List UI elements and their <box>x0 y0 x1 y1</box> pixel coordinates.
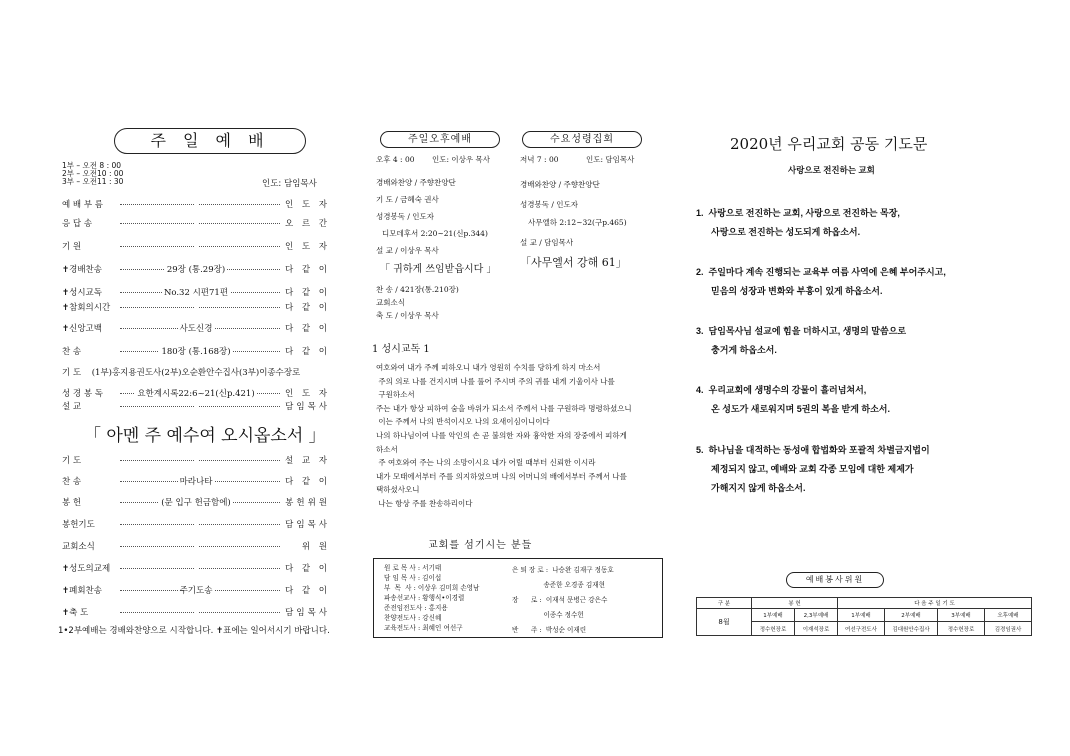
order-person: 인 도 자 <box>284 242 330 252</box>
order-row <box>62 496 330 510</box>
staff-line: 반 주 : 박성순 이재린 <box>512 626 587 634</box>
staff-line: 준전임전도사 : 홍지용 <box>384 604 448 612</box>
order-person: 설 교 자 <box>284 456 330 466</box>
time-2: 2부 – 오전10 : 00 <box>62 169 124 178</box>
order-detail-text <box>194 540 198 550</box>
order-person: 인 도 자 <box>284 200 330 210</box>
afternoon-title-text: 주일오후예배 <box>408 134 472 145</box>
prayer-item <box>696 384 1016 422</box>
serve-name: 정수헌장로 <box>938 622 985 636</box>
order-label: 봉헌기도 <box>62 520 95 530</box>
afternoon-leader: 인도: 이상우 목사 <box>432 155 491 164</box>
afternoon-line: 설 교 / 이상우 목사 <box>376 246 439 255</box>
order-row <box>62 475 330 489</box>
order-row <box>62 387 330 401</box>
order-row <box>62 263 330 277</box>
order-label: 기 원 <box>62 242 82 252</box>
order-row <box>62 345 330 359</box>
prayer-line: 1. 사랑으로 전진하는 교회, 사랑으로 전진하는 목장, <box>696 208 900 218</box>
order-row <box>62 286 330 300</box>
order-row <box>62 301 330 315</box>
time-3: 3부 – 오전11 : 30 <box>62 177 124 186</box>
service-table <box>696 597 1032 636</box>
reading-line: 주는 내가 항상 피하여 숨을 바위가 되소서 주께서 나를 구원하라 명령하셨으니 <box>376 403 632 413</box>
order-row <box>62 240 330 254</box>
order-person: 담임목사 <box>285 608 330 618</box>
order-label: ✝폐회찬송 <box>62 586 102 596</box>
order-detail-text: No.32 시편71편 <box>163 288 229 298</box>
afternoon-line: 기 도 / 금혜숙 권사 <box>376 195 439 204</box>
reading-line: 나는 항상 주를 찬송하리이다 <box>376 498 473 508</box>
order-person: 오 르 간 <box>284 219 330 229</box>
order-row <box>62 540 330 554</box>
staff-line: 은 퇴 장 로 : 나승완 김재구 정동호 <box>512 566 614 574</box>
order-person: 담임목사 <box>285 520 330 530</box>
order-person: 다 같 이 <box>284 265 330 275</box>
wednesday-block <box>520 153 635 270</box>
order-label: ✝신앙고백 <box>62 324 102 334</box>
order-label: 찬 송 <box>62 477 82 487</box>
reading-text <box>376 361 676 511</box>
service-title-box <box>786 572 884 588</box>
afternoon-sermon: 「 귀하게 쓰임받읍시다 」 <box>380 264 497 275</box>
afternoon-line: 디모데후서 2:20~21(신p.344) <box>382 229 488 238</box>
reading-line: 주 여호와여 주는 나의 소망이시요 내가 어릴 때부터 신뢰한 이시라 <box>376 458 596 468</box>
afternoon-line: 찬 송 / 421장(통.210장) <box>376 285 459 294</box>
staff-box <box>373 558 663 638</box>
order-label: 기 도 <box>62 456 82 466</box>
order-person: 다 같 이 <box>284 586 330 596</box>
order-person: 인 도 자 <box>284 389 330 399</box>
order-row <box>62 454 330 468</box>
staff-heading: 교회를 섬기시는 분들 <box>428 540 533 551</box>
order-label: 설 교 <box>62 402 82 412</box>
order-detail-text <box>194 454 198 464</box>
order-detail <box>62 540 330 550</box>
sunday-title <box>114 128 306 154</box>
order-detail-text <box>194 198 198 208</box>
wednesday-leader: 인도: 담임목사 <box>586 155 635 164</box>
order-label: ✝성시교독 <box>62 288 102 298</box>
serve-month: 8월 <box>697 609 752 636</box>
serve-sub: 2부예배 <box>885 609 938 622</box>
reading-line: 하소서 <box>376 444 398 454</box>
afternoon-line: 교회소식 <box>376 298 405 307</box>
prayer-list <box>696 207 1016 522</box>
reading-line: 택하셨사오니 <box>376 485 420 495</box>
wednesday-line: 성경봉독 / 인도자 <box>520 200 579 209</box>
order-person: 다 같 이 <box>284 477 330 487</box>
afternoon-line: 성경봉독 / 인도자 <box>376 212 435 221</box>
order-row <box>62 198 330 212</box>
wednesday-sermon: 「사무엘서 강해 61」 <box>520 256 627 269</box>
afternoon-line: 축 도 / 이상우 목사 <box>376 311 439 320</box>
reading-heading: 1 성시교독 1 <box>372 344 430 355</box>
afternoon-line: 경배와찬양 / 주향찬양단 <box>376 178 456 187</box>
prayer-subtitle: 사랑으로 전진하는 교회 <box>788 165 875 175</box>
staff-line: 담 임 목 사 : 김이섭 <box>384 574 442 582</box>
order-label: ✝경배찬송 <box>62 265 102 275</box>
prayer-line: 2. 주일마다 계속 진행되는 교육부 여름 사역에 은혜 부어주시고, <box>696 267 946 277</box>
serve-head-division: 구 분 <box>697 598 752 609</box>
order-person: 다 같 이 <box>284 564 330 574</box>
order-detail-text <box>194 518 198 528</box>
order-detail-text: (문 입구 헌금함에) <box>161 498 231 508</box>
order-label: ✝축 도 <box>62 608 89 618</box>
sermon-banner: 「 아멘 주 예수여 오시옵소서 」 <box>84 426 326 446</box>
sunday-leader: 인도: 담임목사 <box>262 179 317 189</box>
serve-name: 여선구전도사 <box>838 622 885 636</box>
prayer-item <box>696 266 1016 304</box>
prayer-line: 충거게 하옵소서. <box>696 345 777 355</box>
afternoon-time: 오후 4 : 00 <box>376 155 415 164</box>
serve-sub: 1부예배 <box>752 609 795 622</box>
staff-line: 이종수 정수헌 <box>512 611 584 619</box>
reading-line: 내가 모태에서부터 주를 의지하였으며 나의 어머니의 배에서부터 주께서 나를 <box>376 471 627 481</box>
prayer-line: 사랑으로 전진하는 성도되게 하옵소서. <box>696 227 861 237</box>
order-person: 담임목사 <box>285 402 330 412</box>
staff-line: 장 로 : 이재석 문병근 강은수 <box>512 596 608 604</box>
reading-line: 주의 의로 나를 건지시며 나를 풀어 주시며 주의 귀를 내게 기울이사 나를 <box>376 376 615 386</box>
order-detail-text: 29장 (통.29장) <box>166 265 226 275</box>
wednesday-line: 경배와찬양 / 주향찬양단 <box>520 180 600 189</box>
order-person: 다 같 이 <box>284 324 330 334</box>
order-row <box>62 518 330 532</box>
order-person: 다 같 이 <box>284 347 330 357</box>
staff-line: 파송선교사 : 황행식•이경렬 <box>384 594 465 602</box>
service-times <box>62 162 123 186</box>
order-detail-text <box>194 606 198 616</box>
order-row <box>62 606 330 620</box>
order-row <box>62 584 330 598</box>
order-detail-text: (1부)홍지용권도사(2부)오순환안수집사(3부)이종수장로 <box>91 368 301 378</box>
order-detail-text <box>194 240 198 250</box>
reading-line: 여호와여 내가 주께 피하오니 내가 영원히 수치를 당하게 하지 마소서 <box>376 363 601 372</box>
order-detail-text: 요한계시록22:6~21(신p.421) <box>137 389 255 399</box>
wednesday-line: 사무엘하 2:12~32(구p.465) <box>528 218 627 227</box>
order-detail-text: 180장 (통.168장) <box>161 347 231 357</box>
order-person: 다 같 이 <box>284 303 330 313</box>
sunday-footnote: 1•2부예배는 경배와찬양으로 시작합니다. ✝표에는 일어서시기 바랍니다. <box>58 626 330 636</box>
sunday-title-text: 주 일 예 배 <box>150 131 270 150</box>
order-detail-text <box>194 562 198 572</box>
prayer-line: 5. 하나님을 대적하는 동성애 합법화와 포괄적 차별금지법이 <box>696 445 930 455</box>
prayer-line: 제정되지 않고, 예배와 교회 각종 모임에 대한 제제가 <box>696 464 914 474</box>
serve-sub: 2,3부예배 <box>795 609 838 622</box>
order-label: 응 답 송 <box>62 219 93 229</box>
prayer-line: 믿음의 성장과 변화와 부흥이 있게 하옵소서. <box>696 286 883 296</box>
order-label: 기 도 <box>62 368 82 378</box>
staff-line: 부 목 사 : 이상우 김미희 손영남 <box>384 584 480 592</box>
reading-line: 나의 하나님이여 나를 악인의 손 곧 불의한 자와 흉악한 자의 장중에서 피하게 <box>376 430 627 440</box>
staff-right <box>512 563 614 638</box>
order-label: 봉 헌 <box>62 498 82 508</box>
order-detail-text: 주기도송 <box>179 586 213 596</box>
staff-line: 교육전도사 : 최혜인 여선구 <box>384 624 463 632</box>
order-detail-text <box>194 217 198 227</box>
order-label: 교회소식 <box>62 542 95 552</box>
prayer-line: 온 성도가 새로워지며 5권의 복을 받게 하소서. <box>696 404 891 414</box>
prayer-line: 가해지지 않게 하옵소서. <box>696 483 806 493</box>
serve-name: 김경임권사 <box>985 622 1032 636</box>
staff-left <box>384 563 479 633</box>
order-detail-text <box>194 301 198 311</box>
order-row <box>62 322 330 336</box>
order-row <box>62 562 330 576</box>
order-label: 찬 송 <box>62 347 82 357</box>
order-row <box>62 217 330 231</box>
order-person: 위 원 <box>301 542 330 552</box>
prayer-line: 4. 우리교회에 생명수의 강물이 흘러넘쳐서, <box>696 385 867 395</box>
reading-line: 구원하소서 <box>376 390 415 400</box>
wednesday-time: 저녁 7 : 00 <box>520 155 559 164</box>
afternoon-block <box>376 153 496 322</box>
order-label: ✝참회의시간 <box>62 303 111 313</box>
order-label: 성 경 봉 독 <box>62 389 103 399</box>
serve-head-offering: 봉 헌 <box>752 598 838 609</box>
staff-line: 원 로 목 사 : 서기태 <box>384 564 442 572</box>
staff-line: 송준한 오경종 김재현 <box>512 581 605 589</box>
service-title: 예배봉사위원 <box>805 575 865 584</box>
staff-line: 찬양전도사 : 강신혜 <box>384 614 442 622</box>
wednesday-line: 설 교 / 담임목사 <box>520 238 574 247</box>
prayer-item <box>696 325 1016 363</box>
order-row <box>62 366 330 380</box>
serve-sub: 3부예배 <box>938 609 985 622</box>
order-detail-text: 사도신경 <box>179 324 213 334</box>
serve-sub: 오후예배 <box>985 609 1032 622</box>
order-label: 예 배 부 름 <box>62 200 103 210</box>
order-row <box>62 400 330 414</box>
order-detail <box>62 366 330 378</box>
order-person: 봉헌위원 <box>285 498 330 508</box>
prayer-item <box>696 444 1016 501</box>
order-person: 다 같 이 <box>284 288 330 298</box>
serve-name: 이재석장로 <box>795 622 838 636</box>
order-detail-text <box>194 400 198 410</box>
reading-line: 이는 주께서 나의 반석이시오 나의 요새이심이니이다 <box>376 417 550 427</box>
service-table-wrap <box>696 597 1032 636</box>
prayer-item <box>696 207 1016 245</box>
serve-name: 김대원안수집사 <box>885 622 938 636</box>
order-detail-text: 마라나타 <box>179 477 213 487</box>
serve-name: 정수헌장로 <box>752 622 795 636</box>
serve-head-prayer: 다 음 주 일 기 도 <box>838 598 1032 609</box>
order-label: ✝성도의교제 <box>62 564 111 574</box>
prayer-title: 2020년 우리교회 공동 기도문 <box>730 135 928 153</box>
time-1: 1부 – 오전 8 : 00 <box>62 161 122 170</box>
wednesday-title-text: 수요성령집회 <box>550 134 614 145</box>
prayer-line: 3. 담임목사님 설교에 힘을 더하시고, 생명의 말씀으로 <box>696 326 907 336</box>
afternoon-title <box>380 131 500 148</box>
serve-sub: 1부예배 <box>838 609 885 622</box>
wednesday-title <box>522 131 642 148</box>
